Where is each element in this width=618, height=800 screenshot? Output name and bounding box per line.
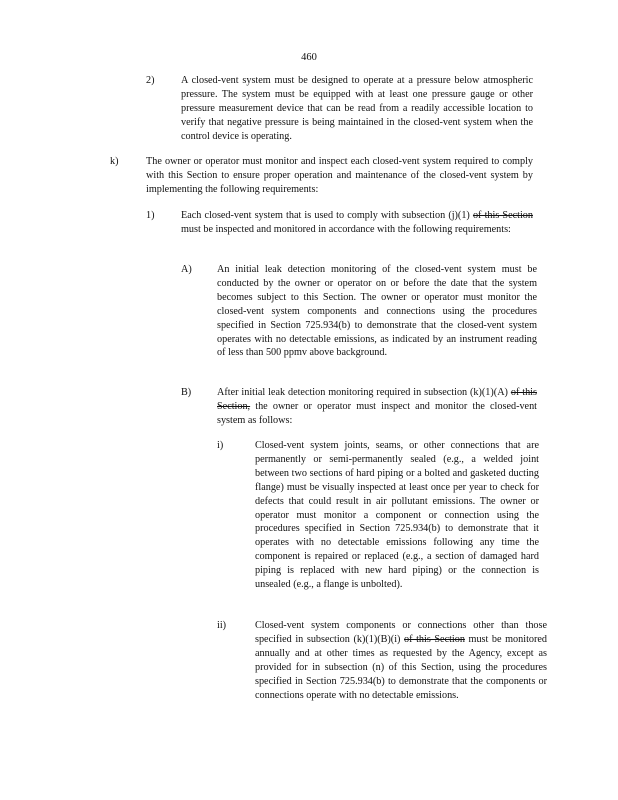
item-B-text-after: the owner or operator must inspect and monitor the closed-vent system as follows: — [217, 400, 537, 426]
item-B-text — [217, 386, 537, 428]
item-B-struck-text: of this Section, — [217, 387, 537, 412]
item-ii-text-after: must be monitored annually and at other times as requested by the Agency, except as provided for in subsection (n) of this Section, using the procedures specified in Section 725.934(b) to demonstrate that the components or connections operate with no detectable emissions. — [255, 633, 547, 701]
item-B-text-before: After initial leak detection monitoring required in subsection (k)(1)(A) — [217, 387, 511, 398]
item-k1-label: 1) — [146, 210, 155, 221]
item-ii-label: ii) — [217, 620, 227, 631]
item-2-label: 2) — [146, 75, 155, 86]
item-ii-text-before: Closed-vent system components or connections other than those specified in subsection (k)(1)(B)(i) — [255, 620, 547, 645]
item-k1-text — [181, 209, 533, 237]
item-k-label: k) — [110, 156, 119, 167]
item-ii-struck-text: of this Section — [404, 633, 465, 645]
item-k1-text-before: Each closed-vent system that is used to comply with subsection (j)(1) — [181, 210, 473, 221]
item-2-text: A closed-vent system must be designed to operate at a pressure below atmospheric pressure. The system must be equipped with at least one pressure gauge or other pressure measurement device that can be read from a readily accessible location to verify that negative pressure is being maintained in the closed-vent system when the control device is operating. — [181, 75, 533, 142]
item-A-text: An initial leak detection monitoring of the closed-vent system must be conducted by the owner or operator on or before the date that the system becomes subject to this Section. The owner or operator must monitor the closed-vent system components and connections using the procedures specified in Section 725.934(b) to demonstrate that the closed-vent system operates with no detectable emissions, as indicated by an instrument reading of less than 500 ppmv above background. — [217, 264, 537, 359]
item-i-label: i) — [217, 440, 224, 451]
item-ii-text — [255, 619, 547, 702]
item-i-text: Closed-vent system joints, seams, or other connections that are permanently or semi-permanently sealed (e.g., a welded joint between two sections of hard piping or a bolted and gasketed ducting flange) must be visually inspected at least once per year to check for defects that could result in air pollutant emissions. The owner or operator must monitor a component or connection using the procedures specified in Section 725.934(b) to demonstrate that it operates with no detectable emissions following any time the component is repaired or replaced (e.g., a section of damaged hard piping is replaced with new hard piping) or the connection is unsealed (e.g., a flange is unbolted). — [255, 440, 539, 591]
item-k1-struck-text: of this Section — [472, 210, 533, 221]
item-k1-text-after: must be inspected and monitored in accordance with the following requirements: — [181, 223, 511, 235]
page-number: 460 — [301, 52, 317, 63]
item-B-label: B) — [181, 387, 192, 398]
item-k-text: The owner or operator must monitor and inspect each closed-vent system required to comply with this Section to ensure proper operation and maintenance of the closed-vent system by implementing the following requirements: — [146, 156, 533, 195]
item-A-label: A) — [181, 264, 192, 275]
